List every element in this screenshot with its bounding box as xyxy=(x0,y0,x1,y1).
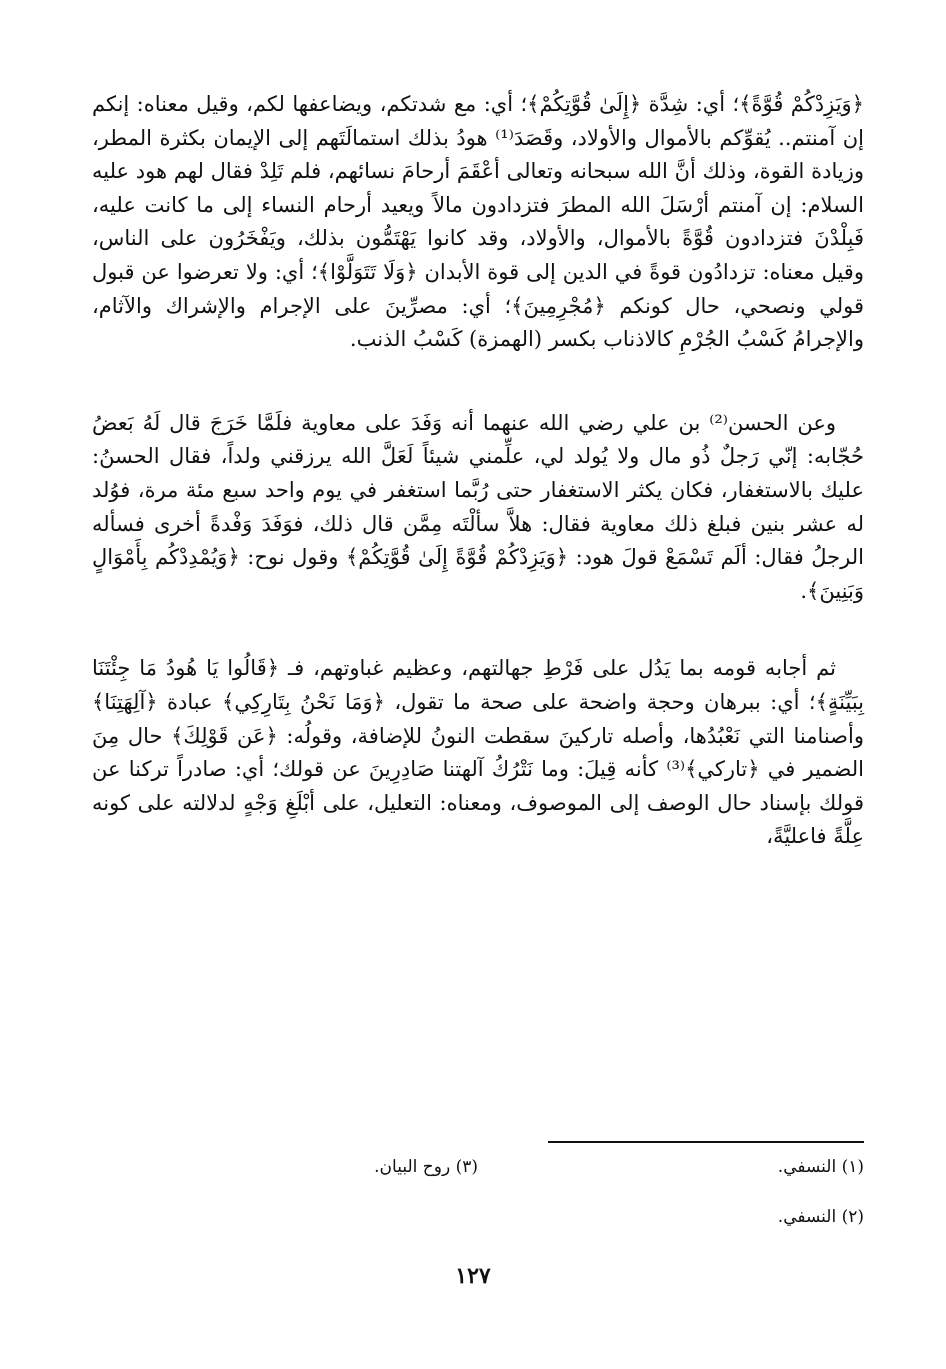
paragraph-1: ﴿وَيَزِدْكُمْ قُوَّةً﴾؛ أي: شِدَّة ﴿إِلَىٰ قُوَّتِكُمْ﴾؛ أي: مع شدتكم، ويضاعفها لكم، وقيل معناه: إنكم إن آمنتم.. يُقوِّكم بالأموال والأولاد، وقَصَدَ⁽¹⁾ هودُ بذلك استمالَتَهم إلى الإيمان بكثرة المطر، وزيادة القوة، وذلك أنَّ الله سبحانه وتعالى أعْقَمَ أرحامَ نسائهم، فلم تَلِدْ فقال لهم هود عليه السلام: إن آمنتم أرْسَلَ الله المطرَ فتزدادون مالاً ويعيد أرحام النساء إلى ما كانت عليه، فَبِلْدْنَ فتزدادون قُوَّةً بالأموال، والأولاد، وقد كانوا يَهْتَمُّون بذلك، ويَفْخَرُون على الناس، وقيل معناه: تزدادُون قوةً في الدين إلى قوة الأبدان ﴿وَلَا تَتَوَلَّوْا﴾؛ أي: ولا تعرضوا عن قبول قولي ونصحي، حال كونكم ﴿مُجْرِمِينَ﴾؛ أي: مصرِّينَ على الإجرام والإشراك والآثام، والإجرامُ كَسْبُ الجُرْمِ كالاذناب بكسر (الهمزة) كَسْبُ الذنب. xyxy=(92,92,865,352)
paragraph-2: وعن الحسن⁽²⁾ بن علي رضي الله عنهما أنه وَفَدَ على معاوية فلَمَّا خَرَجَ قال لَهُ بَعضُ حُجّابه: إنّي رَجلٌ ذُو مال ولا يُولد لي، علِّمني شيئاً لَعَلَّ الله يرزقني ولداً، فقال الحسنُ: عليك بالاستغفار، فكان يكثر الاستغفار حتى رُبَّما استغفر في يوم واحد سبع مئة مرة، فوُلد له عشر بنين فبلغ ذلك معاوية فقال: هلاَّ سألْتَه مِمَّن قال ذلك، فوَفَدَ وَفْدةً أخرى فسأله الرجلُ فقال: ألَم تَسْمَعْ قولَ هود: ﴿وَيَزِدْكُمْ قُوَّةً إِلَىٰ قُوَّتِكُمْ﴾ وقول نوح: ﴿وَيُمْدِدْكُم بِأَمْوَالٍ وَبَنِينَ﴾. xyxy=(92,410,864,603)
footnotes xyxy=(92,1153,864,1231)
footnote-divider xyxy=(548,1141,864,1143)
page-number: ١٢٧ xyxy=(455,1263,491,1289)
footnote-3: (٣) روح البيان. xyxy=(374,1157,478,1177)
paragraph-3: ثم أجابه قومه بما يَدُل على فَرْطِ جهالتهم، وعظيم غباوتهم، فـ ﴿قَالُوا يَا هُودُ مَا جِئْتَنَا بِبَيِّنَةٍ﴾؛ أي: ببرهان وحجة واضحة على صحة ما تقول، ﴿وَمَا نَحْنُ بِتَارِكِي﴾ عبادة ﴿آلِهَتِنَا﴾ وأصنامنا التي نَعْبُدُها، وأصله تاركينَ سقطت النونُ للإضافة، وقولُه: ﴿عَن قَوْلِكَ﴾ حال مِنَ الضمير في ﴿تاركي﴾⁽³⁾ كأنه قِيلَ: وما نَتْرُكُ آلهتنا صَادِرِينَ عن قولك؛ أي: صادراً تركنا عن قولك بإسناد حال الوصف إلى الموصوف، ومعناه: التعليل، على أبْلَغِ وَجْهٍ لدلالته على كونه عِلَّةً فاعليَّةً، xyxy=(92,656,864,849)
page-body xyxy=(92,88,864,854)
footnote-row-1 xyxy=(92,1153,864,1181)
footnote-2: (٢) النسفي. xyxy=(777,1207,864,1227)
footnote-1: (١) النسفي. xyxy=(777,1157,864,1177)
footnote-row-2 xyxy=(92,1203,864,1231)
